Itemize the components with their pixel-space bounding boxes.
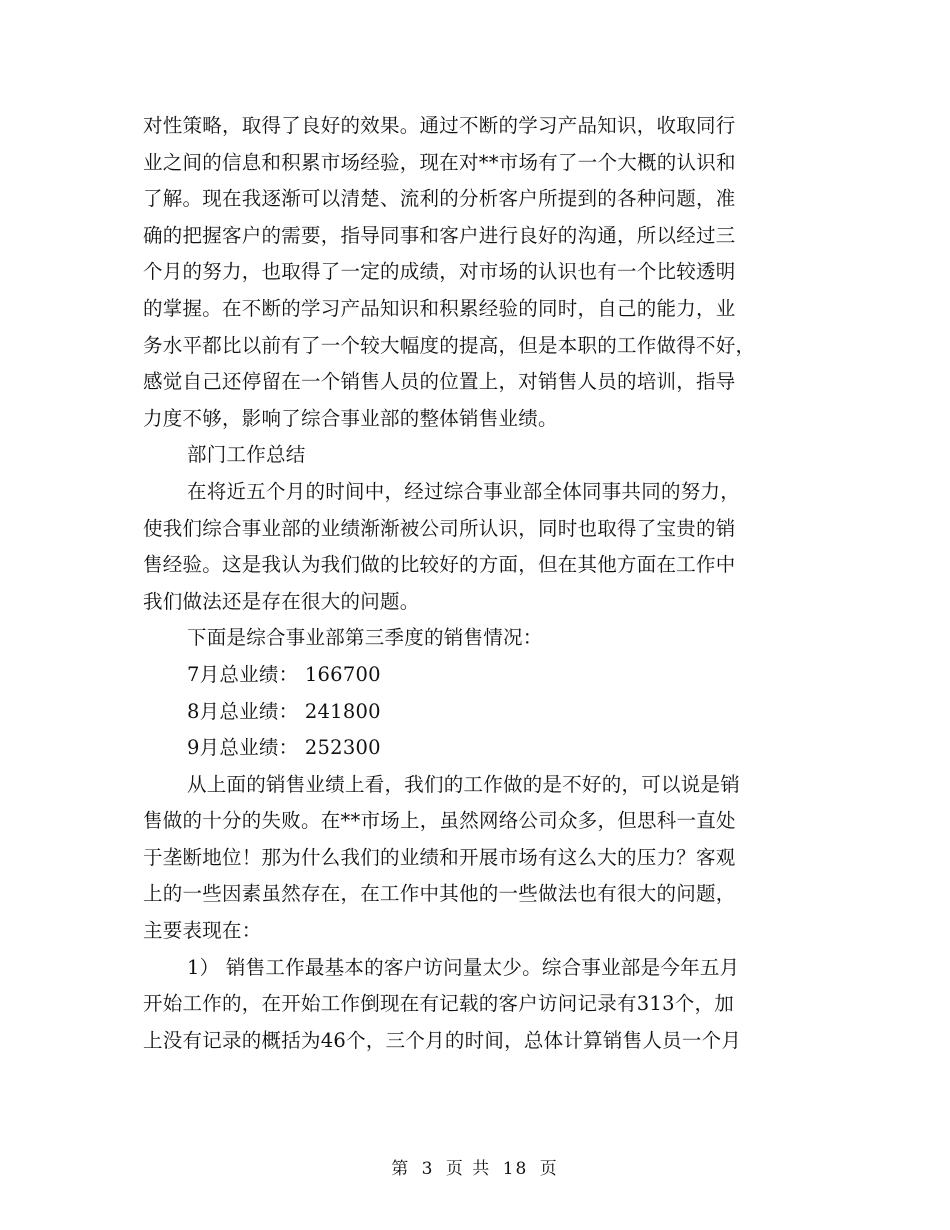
document-body [143,108,808,1059]
text-line: 从上面的销售业绩上看，我们的工作做的是不好的，可以说是销 [187,772,741,796]
text-line: 上没有记录的概括为46个，三个月的时间，总体计算销售人员一个月 [143,1028,742,1052]
text-line: 售做的十分的失败。在**市场上，虽然网络公司众多，但思科一直处 [143,809,736,833]
text-line: 开始工作的，在开始工作倒现在有记载的客户访问记录有313个，加 [143,992,734,1016]
footer-middle: 页 共 [445,1159,492,1179]
text-line: 个月的努力，也取得了一定的成绩，对市场的认识也有一个比较透明 [143,260,736,284]
footer-current-page: 3 [421,1159,435,1179]
text-line: 售经验。这是我认为我们做的比较好的方面，但在其他方面在工作中 [143,553,736,577]
text-line: 上的一些因素虽然存在，在工作中其他的一些做法也有很大的问题， [143,882,736,906]
text-line: 8月总业绩： 241800 [187,699,381,723]
footer-prefix: 第 [391,1159,411,1179]
footer-suffix: 页 [539,1159,559,1179]
text-line: 7月总业绩： 166700 [187,662,381,686]
text-line: 确的把握客户的需要，指导同事和客户进行良好的沟通，所以经过三 [143,223,736,247]
text-line: 9月总业绩： 252300 [187,736,381,760]
text-line: 务水平都比以前有了一个较大幅度的提高，但是本职的工作做得不好， [143,333,756,357]
text-line: 于垄断地位！那为什么我们的业绩和开展市场有这么大的压力？客观 [143,845,736,869]
text-line: 了解。现在我逐渐可以清楚、流利的分析客户所提到的各种问题，准 [143,187,736,211]
page-footer [0,1154,950,1179]
text-line: 在将近五个月的时间中，经过综合事业部全体同事共同的努力， [187,479,741,503]
text-line: 我们做法还是存在很大的问题。 [143,589,420,613]
text-line: 部门工作总结 [187,443,306,467]
text-line: 的掌握。在不断的学习产品知识和积累经验的同时，自己的能力，业 [143,296,736,320]
text-line: 1） 销售工作最基本的客户访问量太少。综合事业部是今年五月 [187,955,740,979]
text-line: 下面是综合事业部第三季度的销售情况： [187,626,543,650]
text-line: 感觉自己还停留在一个销售人员的位置上，对销售人员的培训，指导 [143,370,736,394]
footer-total-pages: 18 [502,1159,529,1179]
text-line: 对性策略，取得了良好的效果。通过不断的学习产品知识，收取同行 [143,114,736,137]
text-line: 主要表现在： [143,919,262,943]
text-line: 使我们综合事业部的业绩渐渐被公司所认识，同时也取得了宝贵的销 [143,516,736,540]
text-line: 业之间的信息和积累市场经验，现在对**市场有了一个大概的认识和 [143,150,736,174]
text-line: 力度不够，影响了综合事业部的整体销售业绩。 [143,406,558,430]
